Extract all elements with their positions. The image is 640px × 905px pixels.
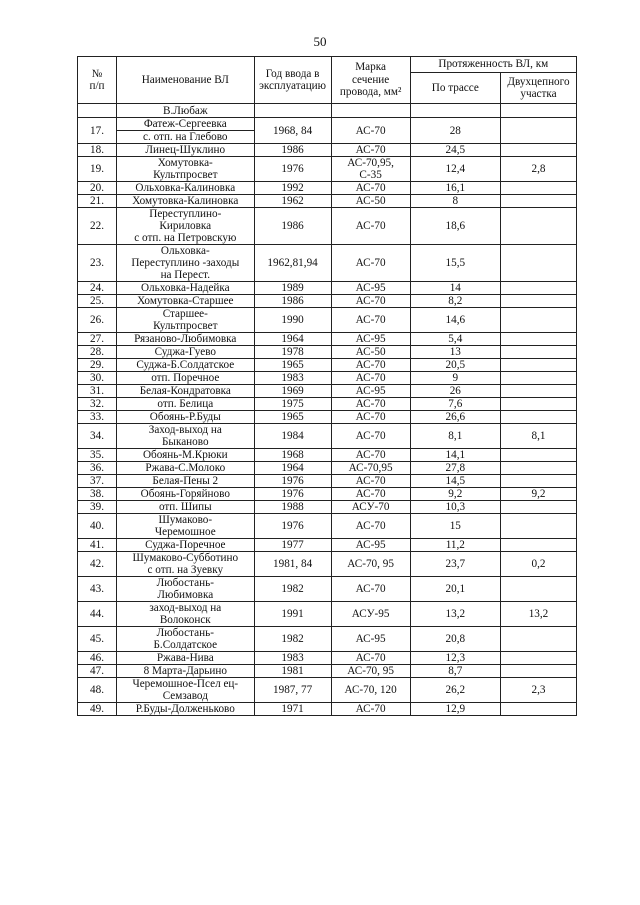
row-name	[117, 602, 255, 627]
row-name-line: с. отп. на Глебово	[117, 130, 254, 143]
row-double-length: 0,2	[500, 552, 576, 577]
row-num: 31.	[78, 385, 117, 398]
row-num: 48.	[78, 678, 117, 703]
row-name	[117, 295, 255, 308]
row-num: 23.	[78, 245, 117, 282]
row-name	[117, 118, 255, 144]
header-year: Год ввода в эксплуатацию	[254, 57, 331, 104]
row-route-length: 8,2	[410, 295, 500, 308]
row-wire: АС-70	[331, 359, 410, 372]
row-name-line: Старшее-	[162, 308, 208, 320]
row-name	[117, 462, 255, 475]
row-route-length: 20,8	[410, 627, 500, 652]
row-name-line: Хомутовка-Калиновка	[132, 195, 239, 207]
row-double-length	[500, 195, 576, 208]
table-row	[78, 195, 577, 208]
row-year: 1964	[254, 333, 331, 346]
row-num: 46.	[78, 652, 117, 665]
row-name-line: Обоянь-М.Крюки	[142, 449, 228, 461]
table-row	[78, 295, 577, 308]
row-name-line: отп. Шипы	[158, 501, 212, 513]
row-name-line: Р.Буды-Долженьково	[135, 703, 235, 715]
table-row	[78, 333, 577, 346]
row-route-length: 14,6	[410, 308, 500, 333]
row-name	[117, 208, 255, 245]
row-name-line: отп. Поречное	[151, 372, 220, 384]
row-route-length: 9,2	[410, 488, 500, 501]
row-year: 1981, 84	[254, 552, 331, 577]
table-row	[78, 539, 577, 552]
row-year: 1976	[254, 157, 331, 182]
row-name	[117, 488, 255, 501]
row-num: 44.	[78, 602, 117, 627]
row-wire: АС-70,95	[331, 462, 410, 475]
table-row	[78, 501, 577, 514]
row-route-length: 13,2	[410, 602, 500, 627]
row-name-line: Ржава-С.Молоко	[145, 462, 226, 474]
row-double-length	[500, 385, 576, 398]
row-wire: АС-70	[331, 295, 410, 308]
row-name	[117, 577, 255, 602]
row-wire: АС-70	[331, 398, 410, 411]
table-row	[78, 144, 577, 157]
row-wire: АС-70, 95	[331, 552, 410, 577]
row-wire: АС-70	[331, 424, 410, 449]
row-num: 26.	[78, 308, 117, 333]
row-route-length: 8,1	[410, 424, 500, 449]
row-name-line: Любостань-	[156, 577, 214, 589]
row-num: 49.	[78, 703, 117, 716]
row-name	[117, 539, 255, 552]
row-double-length	[500, 398, 576, 411]
row-num: 41.	[78, 539, 117, 552]
row-name-line: Суджа-Гуево	[154, 346, 216, 358]
row-name	[117, 333, 255, 346]
row-route-length: 27,8	[410, 462, 500, 475]
row-double-length	[500, 372, 576, 385]
row-wire: АС-70	[331, 308, 410, 333]
row-year: 1991	[254, 602, 331, 627]
table-row	[78, 627, 577, 652]
row-year: 1986	[254, 208, 331, 245]
row-double-length	[500, 359, 576, 372]
row-route-length: 26	[410, 385, 500, 398]
row-route-length: 14,5	[410, 475, 500, 488]
row-double-length	[500, 501, 576, 514]
row-name-line: Любимовка	[157, 589, 214, 601]
row-year: 1988	[254, 501, 331, 514]
row-route-length: 20,5	[410, 359, 500, 372]
row-name-line: Линец-Шуклино	[145, 144, 226, 156]
row-year: 1986	[254, 295, 331, 308]
row-double-length	[500, 577, 576, 602]
row-year: 1983	[254, 652, 331, 665]
row-route-length: 20,1	[410, 577, 500, 602]
row-name-line: Хомутовка-	[157, 157, 213, 169]
row-name-line: 8 Марта-Дарьино	[143, 665, 227, 677]
table-row	[78, 475, 577, 488]
row-name-line: с отп. на Петровскую	[134, 232, 237, 244]
row-name	[117, 449, 255, 462]
row-wire: АС-70	[331, 703, 410, 716]
row-wire: АС-95	[331, 282, 410, 295]
row-wire: АС-70	[331, 475, 410, 488]
row-name-line: Б.Солдатское	[153, 639, 218, 651]
row-name-line: Заход-выход на	[148, 424, 222, 436]
row-name-line: Белая-Пены 2	[152, 475, 219, 487]
row-name	[117, 372, 255, 385]
row-year: 1976	[254, 475, 331, 488]
row-double-length	[500, 703, 576, 716]
header-wire: Марка сечение провода, мм²	[331, 57, 410, 104]
row-name-line: Фатеж-Сергеевка	[143, 118, 227, 130]
row-name-line: с отп. на Зуевку	[147, 564, 224, 576]
row-name	[117, 308, 255, 333]
row-route-length: 28	[410, 118, 500, 144]
row-num: 42.	[78, 552, 117, 577]
row-num: 30.	[78, 372, 117, 385]
row-name-line: Семзавод	[162, 690, 208, 702]
row-name-line: Шумаково-Субботино	[132, 552, 239, 564]
row-route-length: 14	[410, 282, 500, 295]
row-year: 1968	[254, 449, 331, 462]
row-route-length: 23,7	[410, 552, 500, 577]
row-num: 21.	[78, 195, 117, 208]
row-route-length: 14,1	[410, 449, 500, 462]
row-name	[117, 665, 255, 678]
header-double: Двухцепного участка	[500, 73, 576, 104]
table-row	[78, 602, 577, 627]
row-num: 33.	[78, 411, 117, 424]
row-name	[117, 144, 255, 157]
table-row	[78, 157, 577, 182]
row-name	[117, 552, 255, 577]
row-wire: АС-70	[331, 577, 410, 602]
row-num: 39.	[78, 501, 117, 514]
row-double-length	[500, 245, 576, 282]
row-wire: АС-70	[331, 652, 410, 665]
row-route-length: 13	[410, 346, 500, 359]
row-year: 1982	[254, 627, 331, 652]
row-route-length: 18,6	[410, 208, 500, 245]
row-name-line: Любостань-	[156, 627, 214, 639]
row-route-length: 10,3	[410, 501, 500, 514]
row-num: 17.	[78, 118, 117, 144]
row-double-length: 8,1	[500, 424, 576, 449]
row-num: 25.	[78, 295, 117, 308]
row-wire: АС-70	[331, 372, 410, 385]
row-wire: АС-70,95, С-35	[331, 157, 410, 182]
row-wire: АС-95	[331, 333, 410, 346]
table-row	[78, 118, 577, 144]
table-row	[78, 488, 577, 501]
page-number: 50	[313, 34, 327, 49]
row-double-length	[500, 539, 576, 552]
row-year: 1982	[254, 577, 331, 602]
row-num: 22.	[78, 208, 117, 245]
row-num: 20.	[78, 182, 117, 195]
row-double-length	[500, 208, 576, 245]
row-wire: АС-70, 120	[331, 678, 410, 703]
row-name-line: Культпросвет	[153, 169, 218, 181]
row-num: 35.	[78, 449, 117, 462]
row-year: 1962	[254, 195, 331, 208]
row-double-length	[500, 295, 576, 308]
row-double-length	[500, 475, 576, 488]
row-year: 1984	[254, 424, 331, 449]
row-route-length: 9	[410, 372, 500, 385]
row-name	[117, 359, 255, 372]
row-name	[117, 411, 255, 424]
row-name-line: Культпросвет	[153, 320, 218, 332]
row-wire: АС-70	[331, 488, 410, 501]
row-year: 1987, 77	[254, 678, 331, 703]
table-row	[78, 652, 577, 665]
row-name-line: Обоянь-Р.Буды	[149, 411, 221, 423]
row-name	[117, 182, 255, 195]
row-double-length	[500, 652, 576, 665]
row-num: 18.	[78, 144, 117, 157]
header-num: № п/п	[78, 57, 117, 104]
row-year: 1990	[254, 308, 331, 333]
row-wire: АС-50	[331, 346, 410, 359]
table-row	[78, 462, 577, 475]
row-name-line: Кириловка	[159, 220, 212, 232]
row-wire: АС-70, 95	[331, 665, 410, 678]
row-year: 1986	[254, 144, 331, 157]
row-wire: АС-50	[331, 195, 410, 208]
row-route-length: 24,5	[410, 144, 500, 157]
row-double-length	[500, 411, 576, 424]
row-num: 27.	[78, 333, 117, 346]
row-name-line: Хомутовка-Старшее	[137, 295, 234, 307]
row-double-length	[500, 282, 576, 295]
row-num: 24.	[78, 282, 117, 295]
row-year: 1971	[254, 703, 331, 716]
row-name	[117, 346, 255, 359]
row-num: 19.	[78, 157, 117, 182]
row-double-length	[500, 333, 576, 346]
table-row	[78, 245, 577, 282]
row-double-length	[500, 182, 576, 195]
row-year: 1976	[254, 488, 331, 501]
row-name-line: отп. Белица	[157, 398, 214, 410]
table-row	[78, 359, 577, 372]
row-double-length	[500, 144, 576, 157]
table-row	[78, 449, 577, 462]
row-num: 29.	[78, 359, 117, 372]
row-year: 1969	[254, 385, 331, 398]
row-double-length: 2,8	[500, 157, 576, 182]
row-double-length	[500, 308, 576, 333]
row-double-length	[500, 346, 576, 359]
row-name-line: на Перест.	[160, 269, 211, 281]
table-row	[78, 577, 577, 602]
row-year: 1992	[254, 182, 331, 195]
row-wire: АС-95	[331, 385, 410, 398]
table-row	[78, 678, 577, 703]
row-num: 47.	[78, 665, 117, 678]
row-year: 1989	[254, 282, 331, 295]
row-name	[117, 501, 255, 514]
row-name	[117, 652, 255, 665]
table-row	[78, 424, 577, 449]
row-name	[117, 195, 255, 208]
row-route-length: 5,4	[410, 333, 500, 346]
row-name-line: Белая-Кондратовка	[139, 385, 231, 397]
row-year: 1976	[254, 514, 331, 539]
table-row	[78, 308, 577, 333]
table-row	[78, 514, 577, 539]
row-year: 1978	[254, 346, 331, 359]
row-name-line: Суджа-Б.Солдатское	[136, 359, 235, 371]
row-num: 32.	[78, 398, 117, 411]
row-wire: АС-70	[331, 144, 410, 157]
row-name-line: Ольховка-Калиновка	[135, 182, 236, 194]
header-length-group: Протяженность ВЛ, км	[410, 57, 576, 73]
row-num: 38.	[78, 488, 117, 501]
row-name-line: Рязаново-Любимовка	[134, 333, 237, 345]
row-wire: АС-70	[331, 411, 410, 424]
row-name-line: Переступлино-	[149, 208, 222, 220]
row-year: 1975	[254, 398, 331, 411]
row-num: 37.	[78, 475, 117, 488]
row-name	[117, 424, 255, 449]
row-year: 1965	[254, 359, 331, 372]
row-name	[117, 398, 255, 411]
row-num: 43.	[78, 577, 117, 602]
row-route-length: 12,3	[410, 652, 500, 665]
row-name	[117, 475, 255, 488]
table-row	[78, 282, 577, 295]
row-double-length: 9,2	[500, 488, 576, 501]
row-wire: АС-95	[331, 539, 410, 552]
row-name-line: Черемошное	[154, 526, 216, 538]
row-route-length: 16,1	[410, 182, 500, 195]
row-name-line: Ржава-Нива	[156, 652, 214, 664]
row-name	[117, 703, 255, 716]
row-name	[117, 385, 255, 398]
table-row	[78, 372, 577, 385]
row-name	[117, 282, 255, 295]
section-label: В.Любаж	[117, 104, 255, 118]
row-name-line: Обоянь-Горяйново	[140, 488, 230, 500]
row-route-length: 8	[410, 195, 500, 208]
row-double-length	[500, 627, 576, 652]
row-double-length	[500, 514, 576, 539]
row-year: 1968, 84	[254, 118, 331, 144]
row-route-length: 26,6	[410, 411, 500, 424]
table-row	[78, 552, 577, 577]
table-row	[78, 208, 577, 245]
row-name-line: Переступлино -заходы	[131, 257, 240, 269]
row-year: 1964	[254, 462, 331, 475]
row-route-length: 11,2	[410, 539, 500, 552]
row-name	[117, 157, 255, 182]
table-row	[78, 703, 577, 716]
row-route-length: 8,7	[410, 665, 500, 678]
row-num: 28.	[78, 346, 117, 359]
row-wire: АСУ-95	[331, 602, 410, 627]
table-row	[78, 398, 577, 411]
row-double-length	[500, 118, 576, 144]
row-year: 1962,81,94	[254, 245, 331, 282]
row-route-length: 15,5	[410, 245, 500, 282]
power-lines-table	[77, 56, 577, 716]
row-year: 1983	[254, 372, 331, 385]
row-wire: АС-70	[331, 245, 410, 282]
row-wire: АС-70	[331, 449, 410, 462]
row-wire: АС-70	[331, 514, 410, 539]
row-route-length: 26,2	[410, 678, 500, 703]
table-row	[78, 346, 577, 359]
row-wire: АСУ-70	[331, 501, 410, 514]
table-row	[78, 385, 577, 398]
row-name-line: Шумаково-	[158, 514, 213, 526]
row-year: 1977	[254, 539, 331, 552]
row-name-line: Волоконск	[159, 614, 211, 626]
row-name	[117, 514, 255, 539]
row-route-length: 7,6	[410, 398, 500, 411]
header-name: Наименование ВЛ	[117, 57, 255, 104]
row-name-line: Ольховка-	[160, 245, 210, 257]
row-route-length: 15	[410, 514, 500, 539]
row-num: 40.	[78, 514, 117, 539]
row-double-length	[500, 449, 576, 462]
section-row	[78, 104, 577, 118]
row-year: 1965	[254, 411, 331, 424]
row-year: 1981	[254, 665, 331, 678]
table-row	[78, 411, 577, 424]
row-name-line: Быканово	[162, 436, 209, 448]
table-row	[78, 182, 577, 195]
row-name-line: Ольховка-Надейка	[140, 282, 230, 294]
row-name	[117, 627, 255, 652]
row-double-length: 2,3	[500, 678, 576, 703]
row-route-length: 12,9	[410, 703, 500, 716]
row-name	[117, 678, 255, 703]
row-name	[117, 245, 255, 282]
row-num: 36.	[78, 462, 117, 475]
row-name-line: Черемошное-Псел ец-	[132, 678, 239, 690]
row-wire: АС-70	[331, 118, 410, 144]
row-double-length: 13,2	[500, 602, 576, 627]
row-wire: АС-70	[331, 208, 410, 245]
row-name-line: заход-выход на	[149, 602, 222, 614]
row-wire: АС-95	[331, 627, 410, 652]
row-wire: АС-70	[331, 182, 410, 195]
row-double-length	[500, 665, 576, 678]
row-route-length: 12,4	[410, 157, 500, 182]
row-num: 45.	[78, 627, 117, 652]
row-name-line: Суджа-Поречное	[145, 539, 226, 551]
header-route: По трассе	[410, 73, 500, 104]
row-num: 34.	[78, 424, 117, 449]
row-double-length	[500, 462, 576, 475]
table-row	[78, 665, 577, 678]
